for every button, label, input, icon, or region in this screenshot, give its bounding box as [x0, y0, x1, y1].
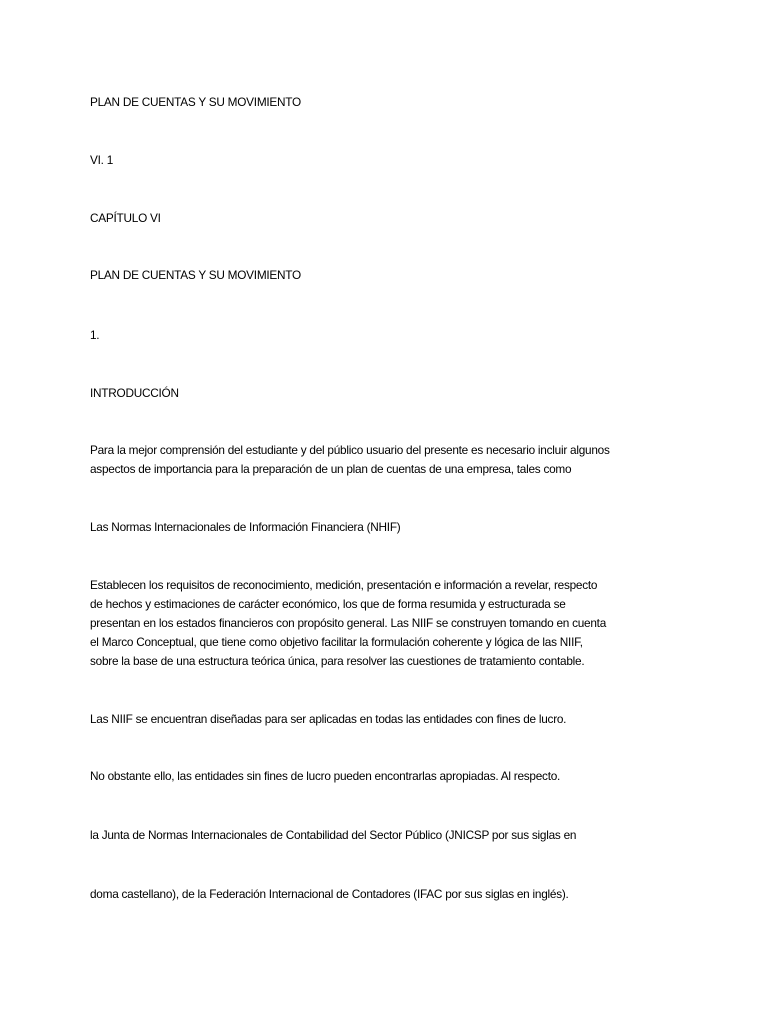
- section-number: 1.: [90, 328, 100, 342]
- nhif-paragraph-line: presentan en los estados financieros con propósito general. Las NIIF se construyen tomando en cuenta: [90, 616, 607, 630]
- doma-paragraph: doma castellano), de la Federación Internacional de Contadores (IFAC por sus siglas en inglés).: [90, 887, 569, 901]
- header-title: PLAN DE CUENTAS Y SU MOVIMIENTO: [90, 95, 301, 109]
- nhif-heading: Las Normas Internacionales de Información Financiera (NHIF): [90, 520, 401, 534]
- intro-paragraph-line: Para la mejor comprensión del estudiante y del público usuario del presente es necesario incluir algunos: [90, 443, 610, 457]
- section-title: INTRODUCCIÓN: [90, 386, 179, 400]
- nhif-paragraph: [90, 576, 690, 671]
- nhif-paragraph-line: de hechos y estimaciones de carácter económico, los que de forma resumida y estructurada se: [90, 597, 566, 611]
- nhif-paragraph-line: Establecen los requisitos de reconocimiento, medición, presentación e información a revelar, respecto: [90, 578, 598, 592]
- nhif-paragraph-line: sobre la base de una estructura teórica única, para resolver las cuestiones de tratamiento contable.: [90, 654, 585, 668]
- niif-lucro-paragraph: Las NIIF se encuentran diseñadas para ser aplicadas en todas las entidades con fines de lucro.: [90, 712, 567, 726]
- chapter-label: CAPÍTULO VI: [90, 211, 161, 225]
- nhif-paragraph-line: el Marco Conceptual, que tiene como objetivo facilitar la formulación coherente y lógica de las NIIF,: [90, 635, 583, 649]
- no-obstante-paragraph: No obstante ello, las entidades sin fines de lucro pueden encontrarlas apropiadas. Al respecto.: [90, 769, 561, 783]
- intro-paragraph: [90, 441, 690, 479]
- junta-paragraph: la Junta de Normas Internacionales de Contabilidad del Sector Público (JNICSP por sus siglas en: [90, 828, 577, 842]
- intro-paragraph-line: aspectos de importancia para la preparación de un plan de cuentas de una empresa, tales como: [90, 462, 572, 476]
- page-reference: VI. 1: [90, 153, 114, 167]
- chapter-title: PLAN DE CUENTAS Y SU MOVIMIENTO: [90, 268, 301, 282]
